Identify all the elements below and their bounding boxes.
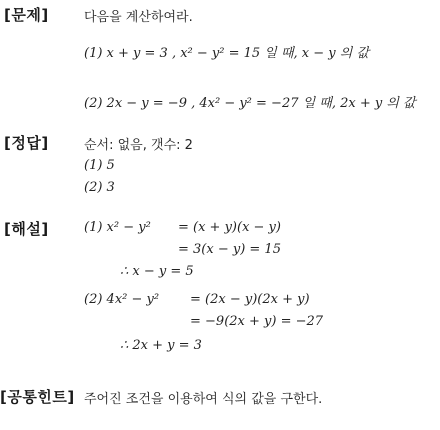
solution-2-step-2: = −9(2x + y) = −27 — [190, 314, 324, 329]
solution-1-lhs: (1) x² − y² — [84, 220, 151, 235]
solution-1-conclusion: ∴ x − y = 5 — [120, 264, 194, 279]
problem-instruction: 다음을 계산하여라. — [84, 10, 193, 25]
solution-label: [해설] — [4, 220, 49, 238]
solution-1-step-2: = 3(x − y) = 15 — [178, 242, 281, 257]
problem-item-2: (2) 2x − y = −9 , 4x² − y² = −27 일 때, 2x + y 의 값 — [84, 96, 416, 111]
problem-item-1: (1) x + y = 3 , x² − y² = 15 일 때, x − y 의 값 — [84, 46, 370, 61]
solution-2-conclusion: ∴ 2x + y = 3 — [120, 338, 202, 353]
hint-text: 주어진 조건을 이용하여 식의 값을 구한다. — [84, 392, 323, 407]
answer-label: [정답] — [4, 134, 49, 152]
hint-label: [공통힌트] — [0, 388, 75, 406]
answer-header: 순서: 없음, 갯수: 2 — [84, 138, 193, 153]
solution-2-step-1: = (2x − y)(2x + y) — [190, 292, 310, 307]
answer-1: (1) 5 — [84, 158, 115, 173]
solution-1-step-1: = (x + y)(x − y) — [178, 220, 281, 235]
problem-label: [문제] — [4, 6, 49, 24]
solution-2-lhs: (2) 4x² − y² — [84, 292, 160, 307]
answer-2: (2) 3 — [84, 180, 115, 195]
